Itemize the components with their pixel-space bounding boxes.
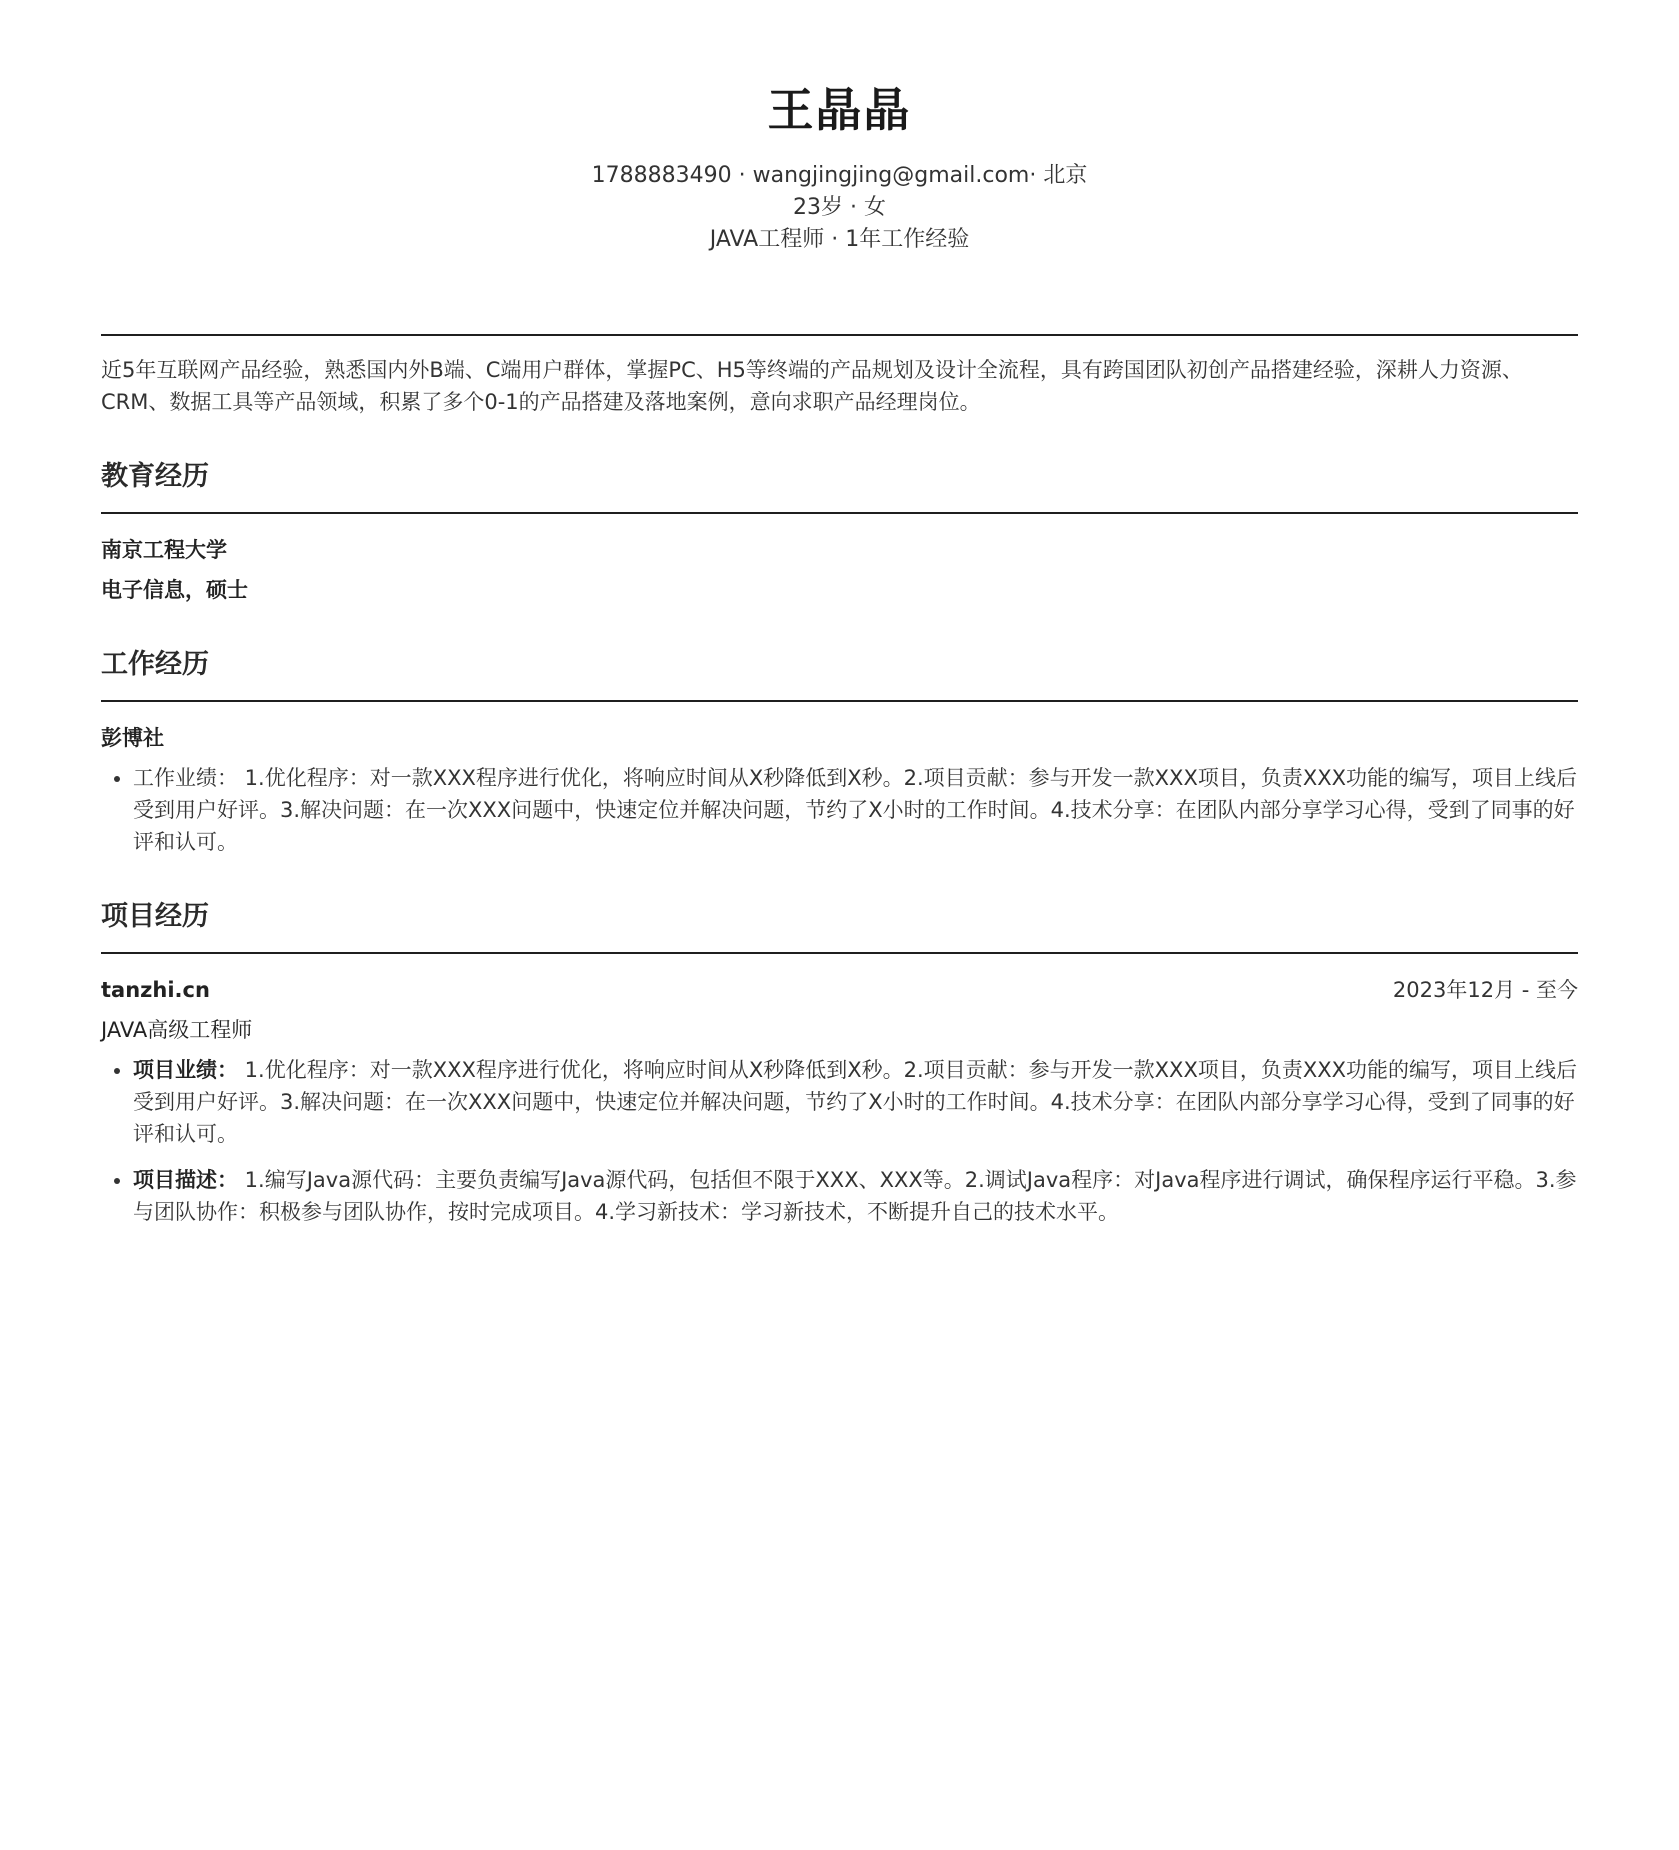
project-role: JAVA高级工程师	[101, 1018, 253, 1042]
education-title: 教育经历	[101, 458, 1578, 514]
project-item-text: 1.优化程序：对一款XXX程序进行优化，将响应时间从X秒降低到X秒。2.项目贡献：参与开发一款XXX项目，负责XXX功能的编写，项目上线后受到用户好评。3.解决问题：在一次XXX问题中，快速定位并解决问题，节约了X小时的工作时间。4.技术分享：在团队内部分享学习心得，受到了同事的好评和认可。	[133, 1058, 1577, 1146]
project-body	[101, 954, 1578, 1228]
degree-text: 电子信息，硕士	[101, 578, 248, 602]
work-section	[101, 646, 1578, 858]
project-item-text: 1.编写Java源代码：主要负责编写Java源代码，包括但不限于XXX、XXX等。2.调试Java程序：对Java程序进行调试，确保程序运行平稳。3.参与团队协作：积极参与团队协作，按时完成项目。4.学习新技术：学习新技术，不断提升自己的技术水平。	[133, 1168, 1577, 1224]
job-experience-line: JAVA工程师 · 1年工作经验	[709, 227, 970, 252]
work-bullet-list	[101, 762, 1578, 858]
project-section	[101, 898, 1578, 1228]
work-body	[101, 702, 1578, 858]
list-item	[133, 1054, 1578, 1150]
project-title: 项目经历	[101, 898, 1578, 954]
resume-header	[101, 0, 1578, 256]
project-date: 2023年12月 - 至今	[1392, 978, 1578, 1002]
work-item-label: 工作业绩：	[133, 766, 238, 790]
work-title: 工作经历	[101, 646, 1578, 702]
company-name: 彭博社	[101, 726, 164, 750]
list-item	[133, 762, 1578, 858]
project-item-label: 项目业绩：	[133, 1058, 238, 1082]
summary-paragraph: 近5年互联网产品经验，熟悉国内外B端、C端用户群体，掌握PC、H5等终端的产品规划及设计全流程，具有跨国团队初创产品搭建经验，深耕人力资源、CRM、数据工具等产品领域，积累了多个0-1的产品搭建及落地案例，意向求职产品经理岗位。	[101, 334, 1578, 418]
contact-line: 1788883490 · wangjingjing@gmail.com· 北京	[591, 163, 1088, 188]
work-item-text: 1.优化程序：对一款XXX程序进行优化，将响应时间从X秒降低到X秒。2.项目贡献：参与开发一款XXX项目，负责XXX功能的编写，项目上线后受到用户好评。3.解决问题：在一次XXX问题中，快速定位并解决问题，节约了X小时的工作时间。4.技术分享：在团队内部分享学习心得，受到了同事的好评和认可。	[133, 766, 1577, 854]
project-item-label: 项目描述：	[133, 1168, 238, 1192]
project-header-row	[101, 974, 1578, 1006]
list-item	[133, 1164, 1578, 1228]
school-name: 南京工程大学	[101, 538, 227, 562]
education-section	[101, 458, 1578, 606]
project-name: tanzhi.cn	[101, 978, 210, 1002]
education-body	[101, 514, 1578, 606]
project-bullet-list	[101, 1054, 1578, 1228]
age-gender-line: 23岁 · 女	[793, 195, 886, 220]
candidate-name: 王晶晶	[767, 83, 912, 137]
